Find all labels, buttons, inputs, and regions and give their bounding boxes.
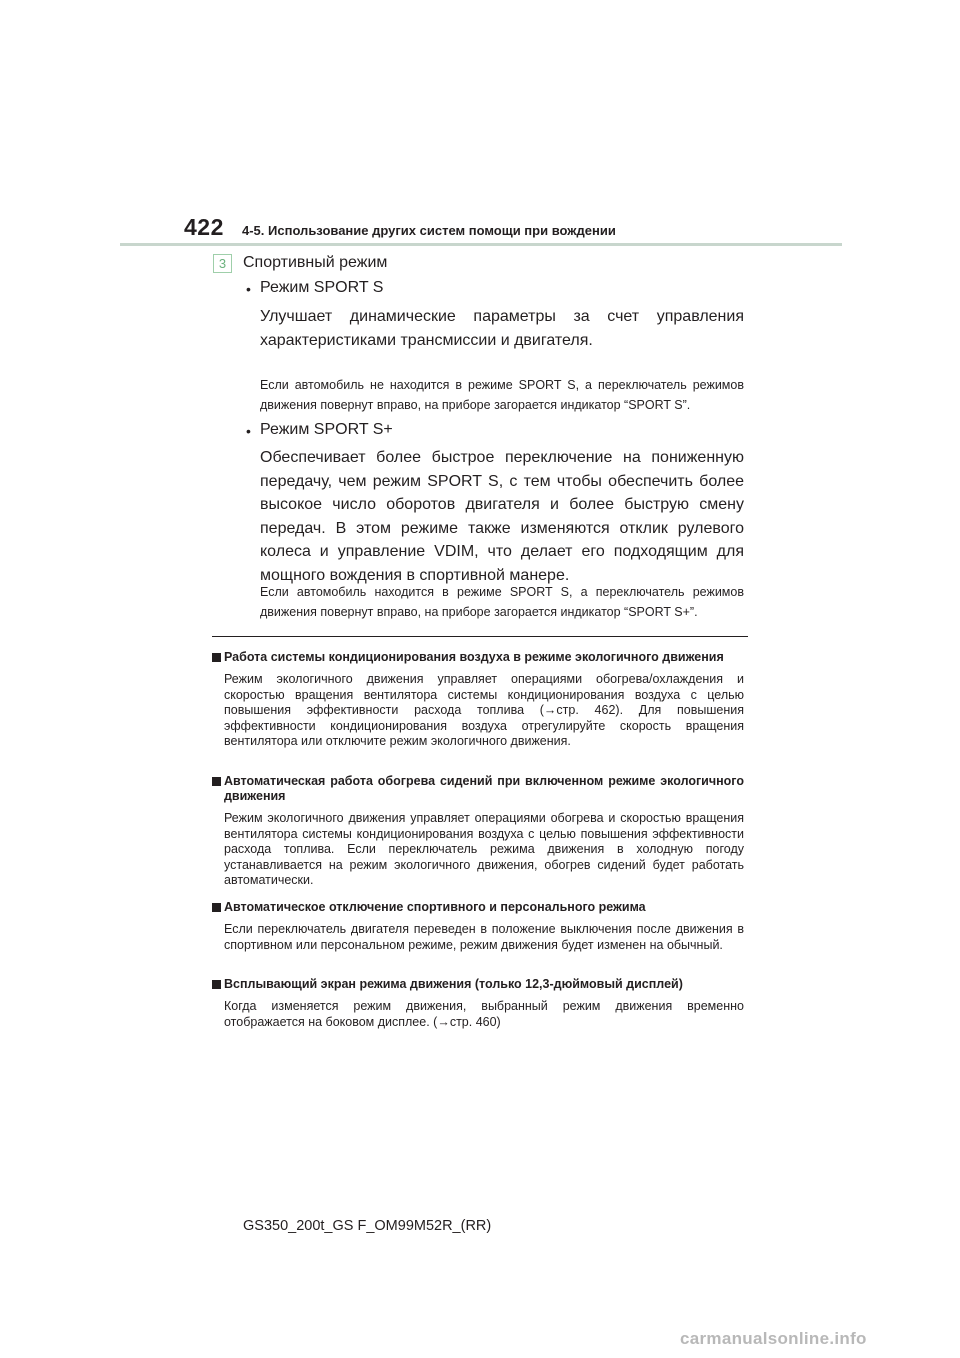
square-bullet-icon: [212, 903, 221, 912]
sport-s-description: Улучшает динамические параметры за счет управления характеристиками трансмиссии и двигателя.: [260, 308, 744, 349]
note-body: Когда изменяется режим движения, выбранный режим движения временно отображается на боковом дисплее. (→стр. 460): [224, 999, 744, 1029]
step-title: Спортивный режим: [243, 254, 388, 271]
note-block: [212, 774, 744, 889]
note-block: [212, 977, 744, 1030]
sport-s-title: Режим SPORT S: [260, 279, 384, 296]
square-bullet-icon: [212, 777, 221, 786]
sport-s-note: Если автомобиль не находится в режиме SPORT S, а переключатель режимов движения повернут вправо, на приборе загорается индикатор “SPORT S”.: [260, 378, 744, 412]
note-body: Режим экологичного движения управляет операциями обогрева и скоростью вращения вентилятора системы кондиционирования воздуха с целью повышения эффективности расхода топлива. Если переключатель режима движения в холодную погоду устанавливается на режим экологичного движения, обогрев сидений будет работать автоматически.: [224, 811, 744, 887]
square-bullet-icon: [212, 653, 221, 662]
note-heading: Всплывающий экран режима движения (только 12,3-дюймовый дисплей): [212, 977, 744, 992]
sport-s-plus-description: Обеспечивает более быстрое переключение на пониженную передачу, чем режим SPORT S, с тем чтобы обеспечить более высокое число оборотов двигателя и более быструю смену передач. В этом режиме также изменяются отклик рулевого колеса и управление VDIM, что делает его подходящим для мощного вождения в спортивной манере.: [260, 449, 744, 584]
step-number-badge: 3: [213, 254, 232, 273]
bullet-dot-icon: •: [246, 423, 251, 439]
note-body: Режим экологичного движения управляет операциями обогрева/охлаждения и скоростью вращения вентилятора системы кондиционирования воздуха с целью повышения эффективности расхода топлива (→стр. 462). Для повышения эффективности кондиционирования воздуха отрегулируйте скорость вращения вентилятора или отключите режим экологичного движения.: [224, 672, 744, 748]
note-heading: Автоматическое отключение спортивного и персонального режима: [212, 900, 744, 915]
sport-s-plus-note: Если автомобиль находится в режиме SPORT S, а переключатель режимов движения повернут вправо, на приборе загорается индикатор “SPORT S+”.: [260, 585, 744, 619]
section-divider: [212, 636, 748, 637]
page-number: 422: [184, 214, 224, 240]
note-heading: Автоматическая работа обогрева сидений при включенном режиме экологичного движения: [212, 774, 744, 804]
watermark: carmanualsonline.info: [680, 1329, 867, 1348]
sport-s-plus-title: Режим SPORT S+: [260, 421, 393, 438]
header-divider: [120, 243, 842, 246]
section-title: 4-5. Использование других систем помощи при вождении: [242, 223, 616, 238]
bullet-dot-icon: •: [246, 281, 251, 297]
note-body: Если переключатель двигателя переведен в положение выключения после движения в спортивном или персональном режиме, режим движения будет изменен на обычный.: [224, 922, 744, 952]
note-block: [212, 900, 744, 953]
square-bullet-icon: [212, 980, 221, 989]
note-block: [212, 650, 744, 750]
document-code: GS350_200t_GS F_OM99M52R_(RR): [243, 1218, 492, 1234]
note-heading: Работа системы кондиционирования воздуха в режиме экологичного движения: [212, 650, 744, 665]
